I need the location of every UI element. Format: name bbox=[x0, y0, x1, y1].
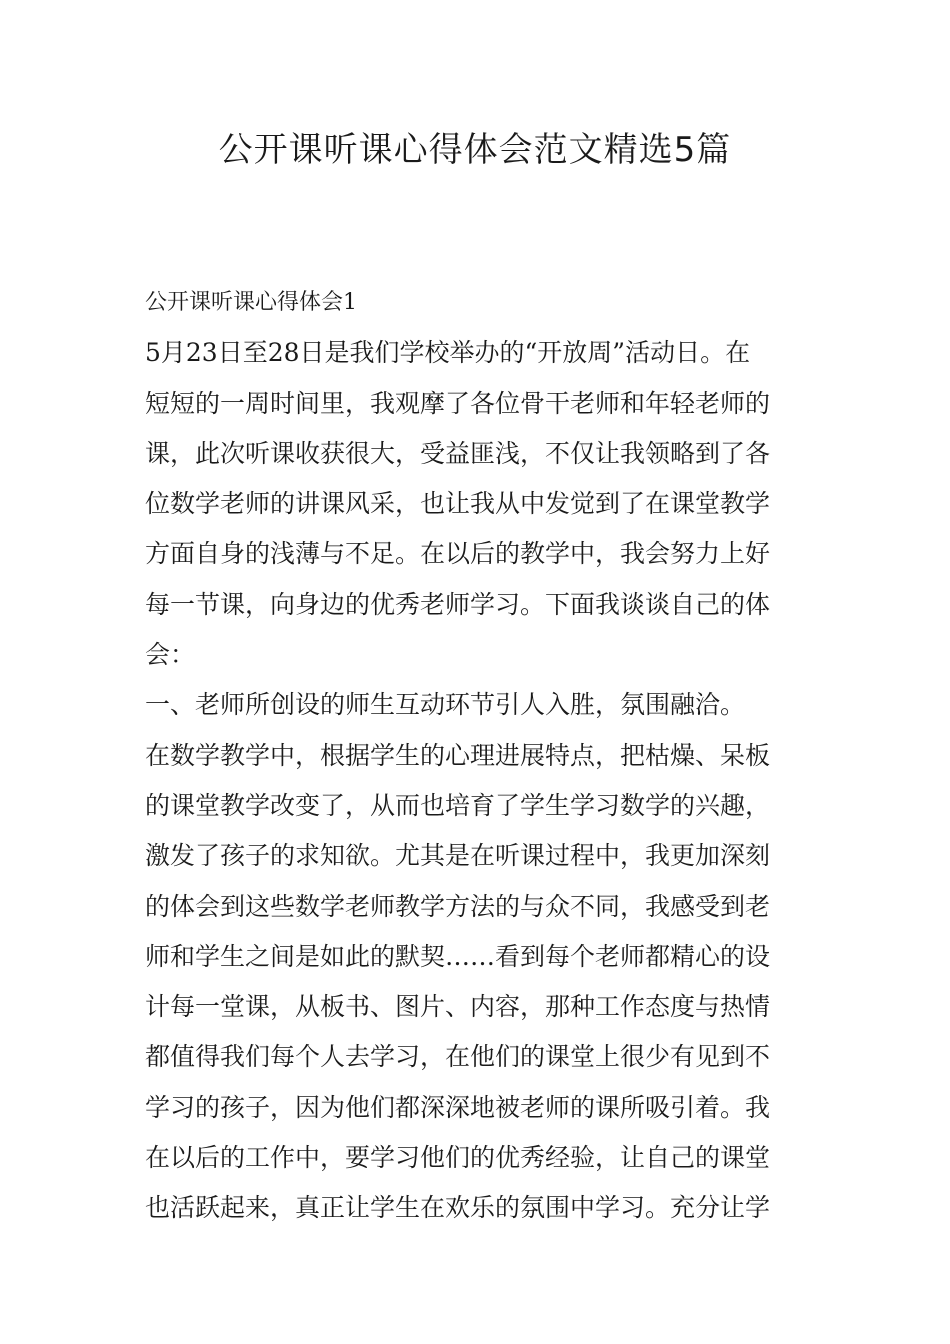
section-heading: 公开课听课心得体会1 bbox=[145, 290, 357, 315]
body-line: 在数学教学中，根据学生的心理进展特点，把枯燥、呆板 bbox=[145, 740, 771, 770]
body-line: 也活跃起来，真正让学生在欢乐的氛围中学习。充分让学 bbox=[145, 1193, 771, 1223]
body-line: 都值得我们每个人去学习，在他们的课堂上很少有见到不 bbox=[145, 1042, 771, 1072]
body-line: 计每一堂课，从板书、图片、内容，那种工作态度与热情 bbox=[145, 992, 771, 1022]
body-line: 会： bbox=[145, 640, 196, 670]
body-line: 激发了孩子的求知欲。尤其是在听课过程中，我更加深刻 bbox=[145, 841, 771, 871]
body-line: 学习的孩子，因为他们都深深地被老师的课所吸引着。我 bbox=[145, 1092, 771, 1122]
subsection-heading: 一、老师所创设的师生互动环节引人入胜，氛围融洽。 bbox=[145, 690, 746, 720]
body-line: 的体会到这些数学老师教学方法的与众不同，我感受到老 bbox=[145, 891, 771, 921]
body-line: 课，此次听课收获很大，受益匪浅，不仅让我领略到了各 bbox=[145, 438, 771, 468]
body-line: 5月23日至28日是我们学校举办的“开放周”活动日。在 bbox=[145, 338, 751, 368]
body-line: 师和学生之间是如此的默契……看到每个老师都精心的设 bbox=[145, 941, 771, 971]
body-line: 的课堂教学改变了，从而也培育了学生学习数学的兴趣， bbox=[145, 790, 771, 820]
body-line: 每一节课，向身边的优秀老师学习。下面我谈谈自己的体 bbox=[145, 589, 771, 619]
document-title: 公开课听课心得体会范文精选5篇 bbox=[218, 130, 732, 170]
body-line: 在以后的工作中，要学习他们的优秀经验，让自己的课堂 bbox=[145, 1143, 771, 1173]
body-line: 方面自身的浅薄与不足。在以后的教学中，我会努力上好 bbox=[145, 539, 771, 569]
document-body bbox=[145, 278, 815, 1234]
body-line: 位数学老师的讲课风采，也让我从中发觉到了在课堂教学 bbox=[145, 489, 771, 519]
body-line: 短短的一周时间里，我观摩了各位骨干老师和年轻老师的 bbox=[145, 388, 771, 418]
